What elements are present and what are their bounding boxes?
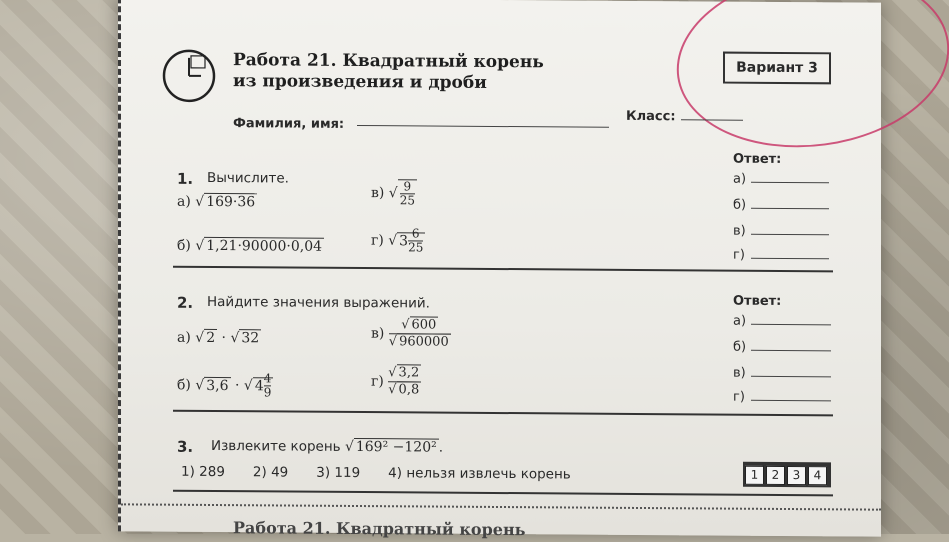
worksheet: [118, 0, 881, 537]
task1-b: б) √ 1,21·90000·0,04: [177, 238, 324, 255]
task3-option-4: 4) нельзя извлечь корень: [388, 465, 571, 482]
next-page-title: Работа 21. Квадратный корень: [233, 518, 526, 539]
task1-a-expr: 169·36: [204, 193, 257, 210]
task1-answer-a-label: а): [733, 172, 746, 187]
task2-number: 2.: [177, 294, 193, 312]
task1-a: а) √ 169·36: [177, 194, 257, 211]
task1-b-expr: 1,21·90000·0,04: [204, 237, 324, 255]
task3-expr: 169² −120²: [354, 438, 439, 456]
task1-answer-b-label: б): [733, 198, 746, 213]
task1-answer-v-field[interactable]: [751, 220, 829, 236]
task2-answer-a-field[interactable]: [751, 310, 831, 326]
task1-g-den: 25: [408, 241, 423, 254]
task1-answer-g-field[interactable]: [751, 244, 829, 260]
task1-b-label: б): [177, 238, 191, 254]
task1-g-frac: [408, 227, 423, 254]
task3-option-2: 2) 49: [253, 464, 288, 480]
task2-a-r1: 2: [204, 329, 217, 346]
task2-a-r2: 32: [239, 329, 261, 346]
task2-answer-a-label: а): [733, 314, 746, 329]
task2-g-frac: $\frac{√ 3,2}{√ 0,8}$: [388, 365, 421, 398]
task2-b: б) √ 3,6 · √ 4 $\frac{4}{9}$: [177, 372, 273, 400]
task2-b-num: 4: [264, 372, 272, 385]
variant-badge: Вариант 3: [723, 52, 831, 85]
task3-option-1: 1) 289: [181, 464, 225, 480]
name-label: Фамилия, имя:: [233, 116, 344, 132]
task3-choice-1[interactable]: 1: [745, 466, 764, 485]
task2-answer-b-label: б): [733, 340, 746, 355]
task3-dot: .: [439, 440, 443, 456]
task3-choice-3[interactable]: 3: [787, 466, 806, 485]
class-field[interactable]: [681, 105, 743, 120]
task2-g-den: 0,8: [397, 381, 422, 397]
section-divider: [173, 266, 833, 273]
task3-option-3: 3) 119: [316, 465, 360, 481]
clock-icon: [161, 48, 217, 104]
section-divider: [173, 490, 833, 497]
task3-options: [181, 464, 571, 483]
task1-answer-v-label: в): [733, 224, 746, 239]
task2-b-r1: 3,6: [204, 376, 230, 393]
task3-text: Извлеките корень √ 169² −120² .: [211, 438, 443, 456]
task1-answer-label: Ответ:: [733, 152, 781, 167]
task2-v-num: 600: [410, 316, 439, 332]
task2-b-frac: [264, 372, 272, 399]
task2-g-num: 3,2: [397, 364, 422, 380]
task2-v-label: в): [371, 326, 384, 342]
task2-answer-v-field[interactable]: [751, 362, 831, 378]
title-line-2: из произведения и дроби: [233, 71, 593, 95]
name-field[interactable]: [357, 111, 609, 128]
task2-v: [371, 317, 451, 351]
task1-g: г) √ 3 $\frac{6}{25}$: [371, 227, 425, 254]
task2-answer-g-field[interactable]: [751, 386, 831, 402]
task2-a: а) √ 2 · √ 32: [177, 330, 261, 347]
task1-a-label: а): [177, 194, 191, 210]
task1-text: Вычислите.: [207, 170, 289, 187]
task2-v-frac: $\frac{√ 600}{√ 960000}$: [389, 317, 451, 350]
section-divider: [173, 410, 833, 417]
task3-number: 3.: [177, 438, 193, 456]
task3-text-label: Извлеките корень: [211, 438, 341, 455]
task2-answer-label: Ответ:: [733, 294, 781, 309]
task2-answer-v-label: в): [733, 366, 746, 381]
task2-b-whole: 4: [255, 378, 264, 394]
task1-v-label: в): [371, 185, 384, 201]
task2-answer-b-field[interactable]: [751, 336, 831, 352]
task1-v: в) √ $\frac{9}{25}$: [371, 179, 417, 207]
task1-g-label: г): [371, 233, 384, 249]
task2-b-label: б): [177, 377, 191, 393]
task1-v-den: 25: [400, 194, 415, 207]
task1-g-whole: 3: [399, 233, 408, 249]
task3-choice-4[interactable]: 4: [808, 466, 827, 485]
page-title: [233, 50, 593, 95]
class-label: Класс:: [626, 109, 676, 124]
task2-g: [371, 365, 421, 398]
title-line-1: Работа 21. Квадратный корень: [233, 50, 593, 74]
task1-g-num: 6: [412, 227, 420, 240]
task1-answer-a-field[interactable]: [751, 168, 829, 184]
task1-number: 1.: [177, 170, 193, 188]
task3-choice-boxes: [743, 462, 831, 488]
task2-a-label: а): [177, 330, 191, 346]
cut-line: [121, 503, 881, 510]
task2-g-label: г): [371, 374, 384, 390]
task1-v-num: 9: [404, 180, 412, 193]
task2-text: Найдите значения выражений.: [207, 294, 430, 312]
task2-v-den: 960000: [397, 333, 451, 349]
task2-b-den: 9: [264, 386, 272, 399]
task1-v-frac: [398, 179, 417, 207]
task1-answer-g-label: г): [733, 248, 745, 263]
task2-answer-g-label: г): [733, 390, 745, 405]
task1-answer-b-field[interactable]: [751, 194, 829, 210]
task3-choice-2[interactable]: 2: [766, 466, 785, 485]
